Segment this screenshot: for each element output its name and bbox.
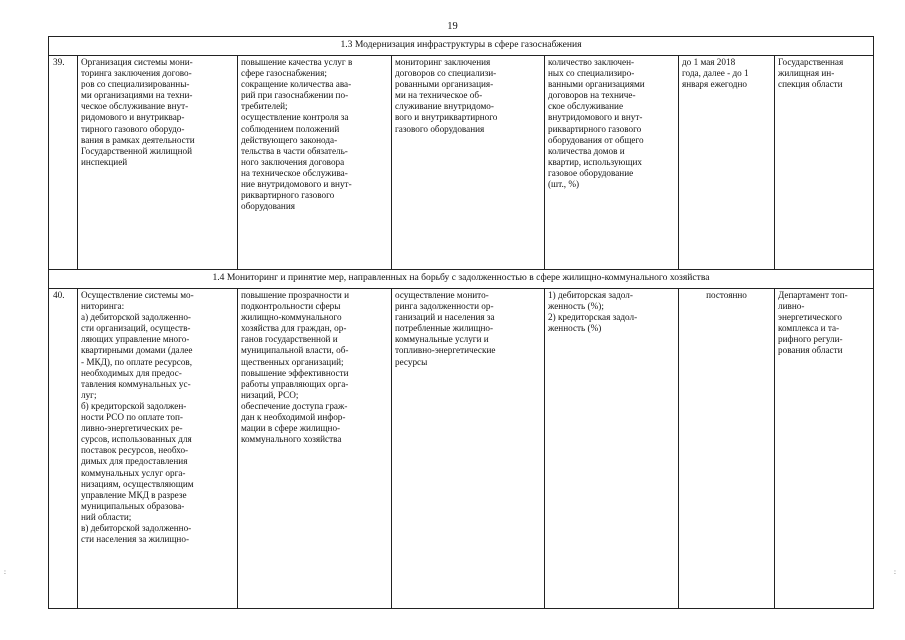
deadline-cell: постоянно	[679, 289, 775, 609]
event-cell: Организация системы мони- торинга заключения догово- ров со специализированны- ми организациями на техни- ческое обслуживание внут- ридомового и внутриквар- тирного газового оборудо- вания в рамках деятельности Государственной жилищной инспекцией	[78, 56, 238, 270]
measures-table	[48, 36, 874, 609]
table-row	[49, 289, 874, 609]
page-number: 19	[447, 21, 458, 32]
target-cell: количество заключен- ных со специализиро- ванными организациями договоров на техниче- ское обслуживание внутридомового и внут- риквартирного газового оборудования от общего количества домов и квартир, использующих газовое оборудование (шт., %)	[545, 56, 679, 270]
indicator-cell: мониторинг заключения договоров со специализи- рованными организация- ми на техническое об- служивание внутридомо- вого и внутриквартирного газового оборудования	[392, 56, 545, 270]
executor-cell: Государственная жилищная ин- спекция области	[775, 56, 874, 270]
row-number: 39.	[49, 56, 78, 270]
target-cell: 1) дебиторская задол- женность (%); 2) кредиторская задол- женность (%)	[545, 289, 679, 609]
scan-edge-mark-left: :	[4, 568, 6, 576]
section-header-row	[49, 37, 874, 56]
table-row	[49, 56, 874, 270]
scan-edge-mark-right: :	[894, 568, 896, 576]
row-number: 40.	[49, 289, 78, 609]
result-cell: повышение прозрачности и подконтрольности сферы жилищно-коммунального хозяйства для граждан, ор- ганов государственной и муниципальной власти, об- щественных организаций; повышение эффективности работы управляющих орга- низаций, РСО; обеспечение доступа граж- дан к необходимой инфор- мации в сфере жилищно- коммунального хозяйства	[238, 289, 392, 609]
deadline-cell: до 1 мая 2018 года, далее - до 1 января ежегодно	[679, 56, 775, 270]
result-cell: повышение качества услуг в сфере газоснабжения; сокращение количества ава- рий при газоснабжении по- требителей; осуществление контроля за соблюдением положений действующего законода- тельства в части обязатель- ного заключения договора на техническое обслужива- ние внутридомового и внут- риквартирного газового оборудования	[238, 56, 392, 270]
section-header-row	[49, 270, 874, 289]
executor-cell: Департамент топ- ливно- энергетического комплекса и та- рифного регули- рования области	[775, 289, 874, 609]
indicator-cell: осуществление монито- ринга задолженности ор- ганизаций и населения за потребленные жилищно- коммунальные услуги и топливно-энергетические ресурсы	[392, 289, 545, 609]
event-cell: Осуществление системы мо- ниторинга: а) дебиторской задолженно- сти организаций, осуществ- ляющих управление много- квартирными домами (далее - МКД), по оплате ресурсов, необходимых для предос- тавления коммунальных ус- луг; б) кредиторской задолжен- ности РСО по оплате топ- ливно-энергетических ре- сурсов, использованных для поставок ресурсов, необхо- димых для предоставления коммунальных услуг орга- низациям, осуществляющим управление МКД в разрезе муниципальных образова- ний области; в) дебиторской задолженно- сти населения за жилищно-	[78, 289, 238, 609]
section-title: 1.3 Модернизация инфраструктуры в сфере газоснабжения	[49, 37, 874, 56]
section-title: 1.4 Мониторинг и принятие мер, направленных на борьбу с задолженностью в сфере жилищно-коммунального хозяйства	[49, 270, 874, 289]
